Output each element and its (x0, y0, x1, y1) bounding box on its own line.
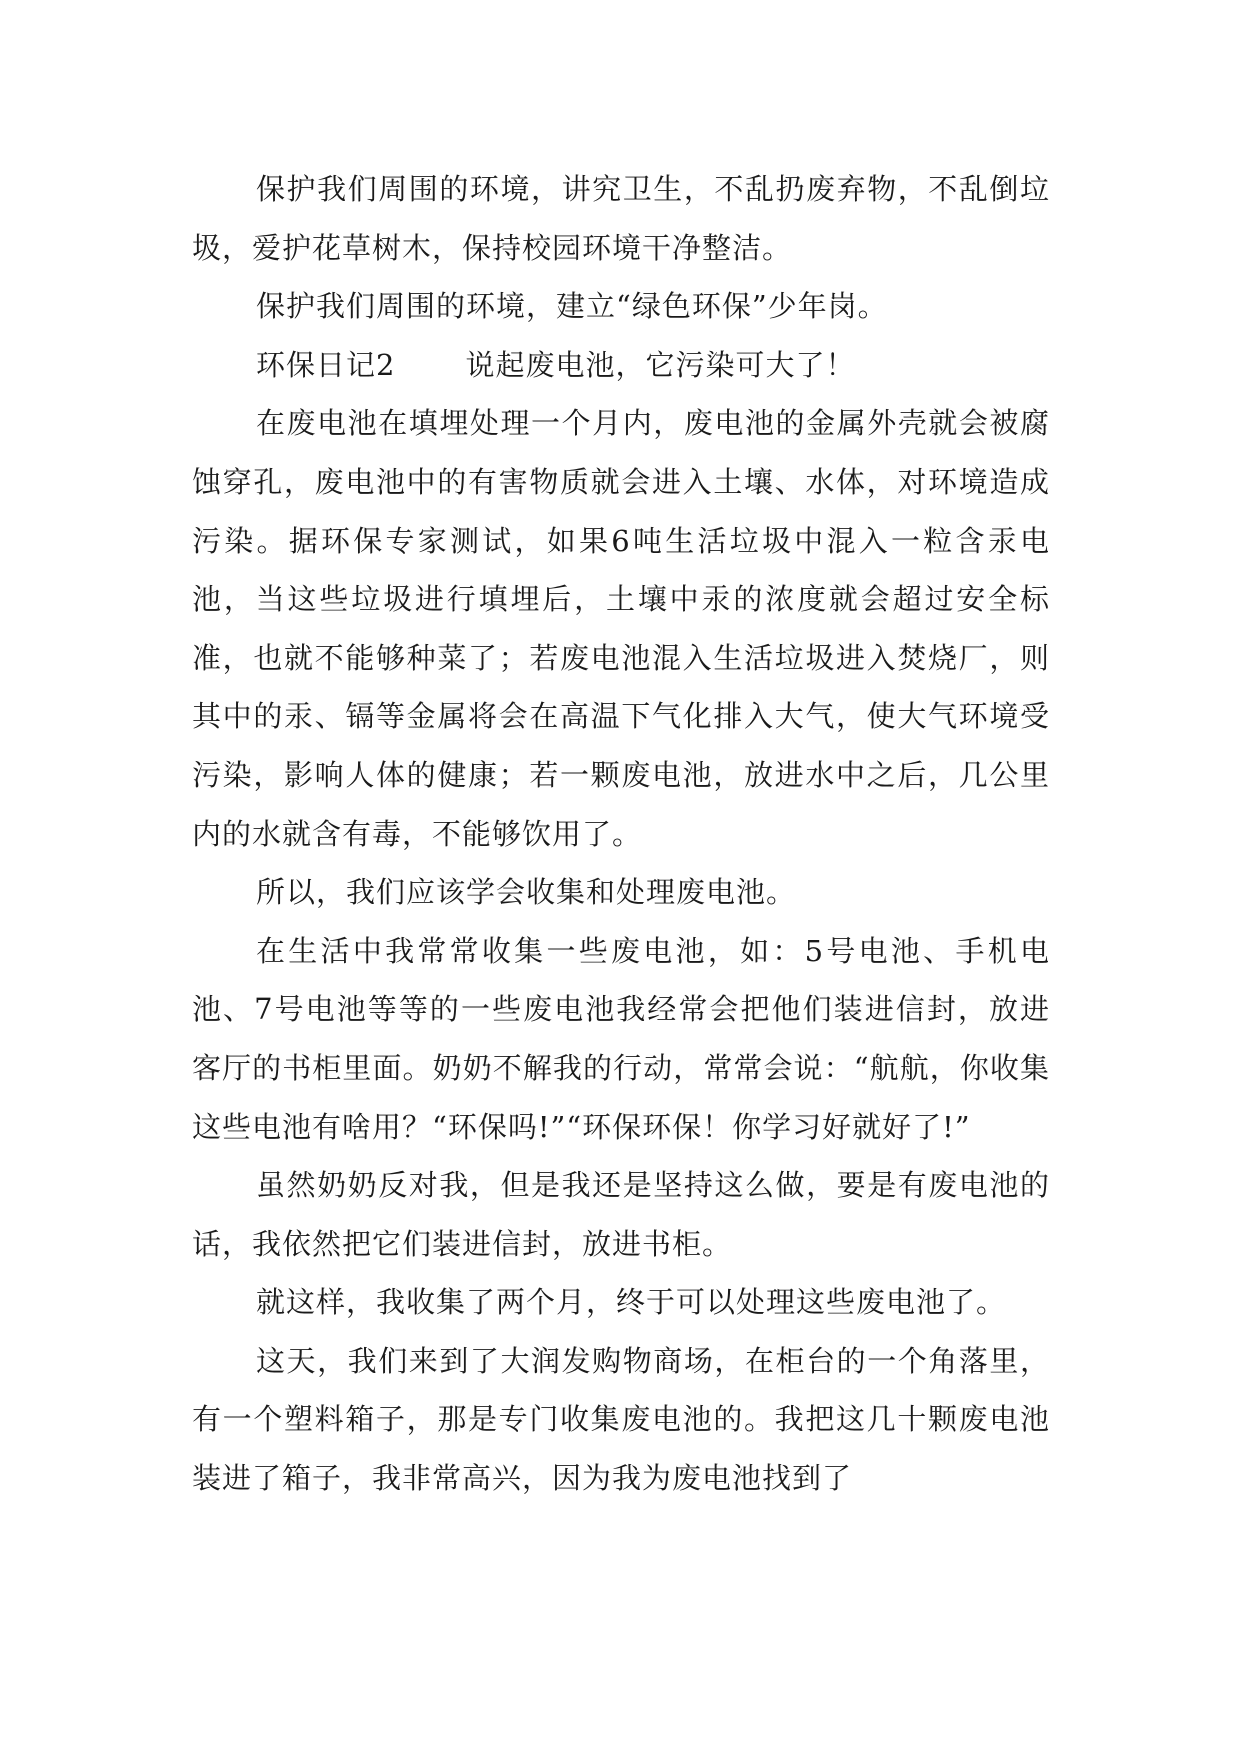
diary-heading (192, 336, 1050, 395)
paragraph-collecting-batteries: 在生活中我常常收集一些废电池，如：5号电池、手机电池、7号电池等等的一些废电池我经常会把他们装进信封，放进客厅的书柜里面。奶奶不解我的行动，常常会说：“航航，你收集这些电池有啥用？“环保吗!”“环保环保！你学习好就好了!” (192, 933, 1050, 1144)
paragraph-learn-to-collect: 所以，我们应该学会收集和处理废电池。 (256, 875, 797, 910)
paragraph-protect-environment-hygiene: 保护我们周围的环境，讲究卫生，不乱扔废弃物，不乱倒垃圾，爱护花草树木，保持校园环境干净整洁。 (192, 172, 1050, 265)
paragraph-grandma-opposes: 虽然奶奶反对我，但是我还是坚持这么做，要是有废电池的话，我依然把它们装进信封，放进书柜。 (192, 1168, 1050, 1261)
document-body (192, 160, 1050, 1508)
diary-heading-label: 环保日记2 (256, 347, 396, 382)
diary-heading-text: 说起废电池，它污染可大了！ (465, 347, 856, 382)
paragraph-green-post: 保护我们周围的环境，建立“绿色环保”少年岗。 (256, 289, 888, 324)
paragraph-supermarket: 这天，我们来到了大润发购物商场，在柜台的一个角落里，有一个塑料箱子，那是专门收集废电池的。我把这几十颗废电池装进了箱子，我非常高兴，因为我为废电池找到了 (192, 1343, 1050, 1496)
paragraph-battery-pollution: 在废电池在填埋处理一个月内，废电池的金属外壳就会被腐蚀穿孔，废电池中的有害物质就会进入土壤、水体，对环境造成污染。据环保专家测试，如果6吨生活垃圾中混入一粒含汞电池，当这些垃圾进行填埋后，土壤中汞的浓度就会超过安全标准，也就不能够种菜了；若废电池混入生活垃圾进入焚烧厂，则其中的汞、镉等金属将会在高温下气化排入大气，使大气环境受污染，影响人体的健康；若一颗废电池，放进水中之后，几公里内的水就含有毒，不能够饮用了。 (192, 406, 1050, 851)
paragraph-two-months: 就这样，我收集了两个月，终于可以处理这些废电池了。 (256, 1285, 1007, 1320)
